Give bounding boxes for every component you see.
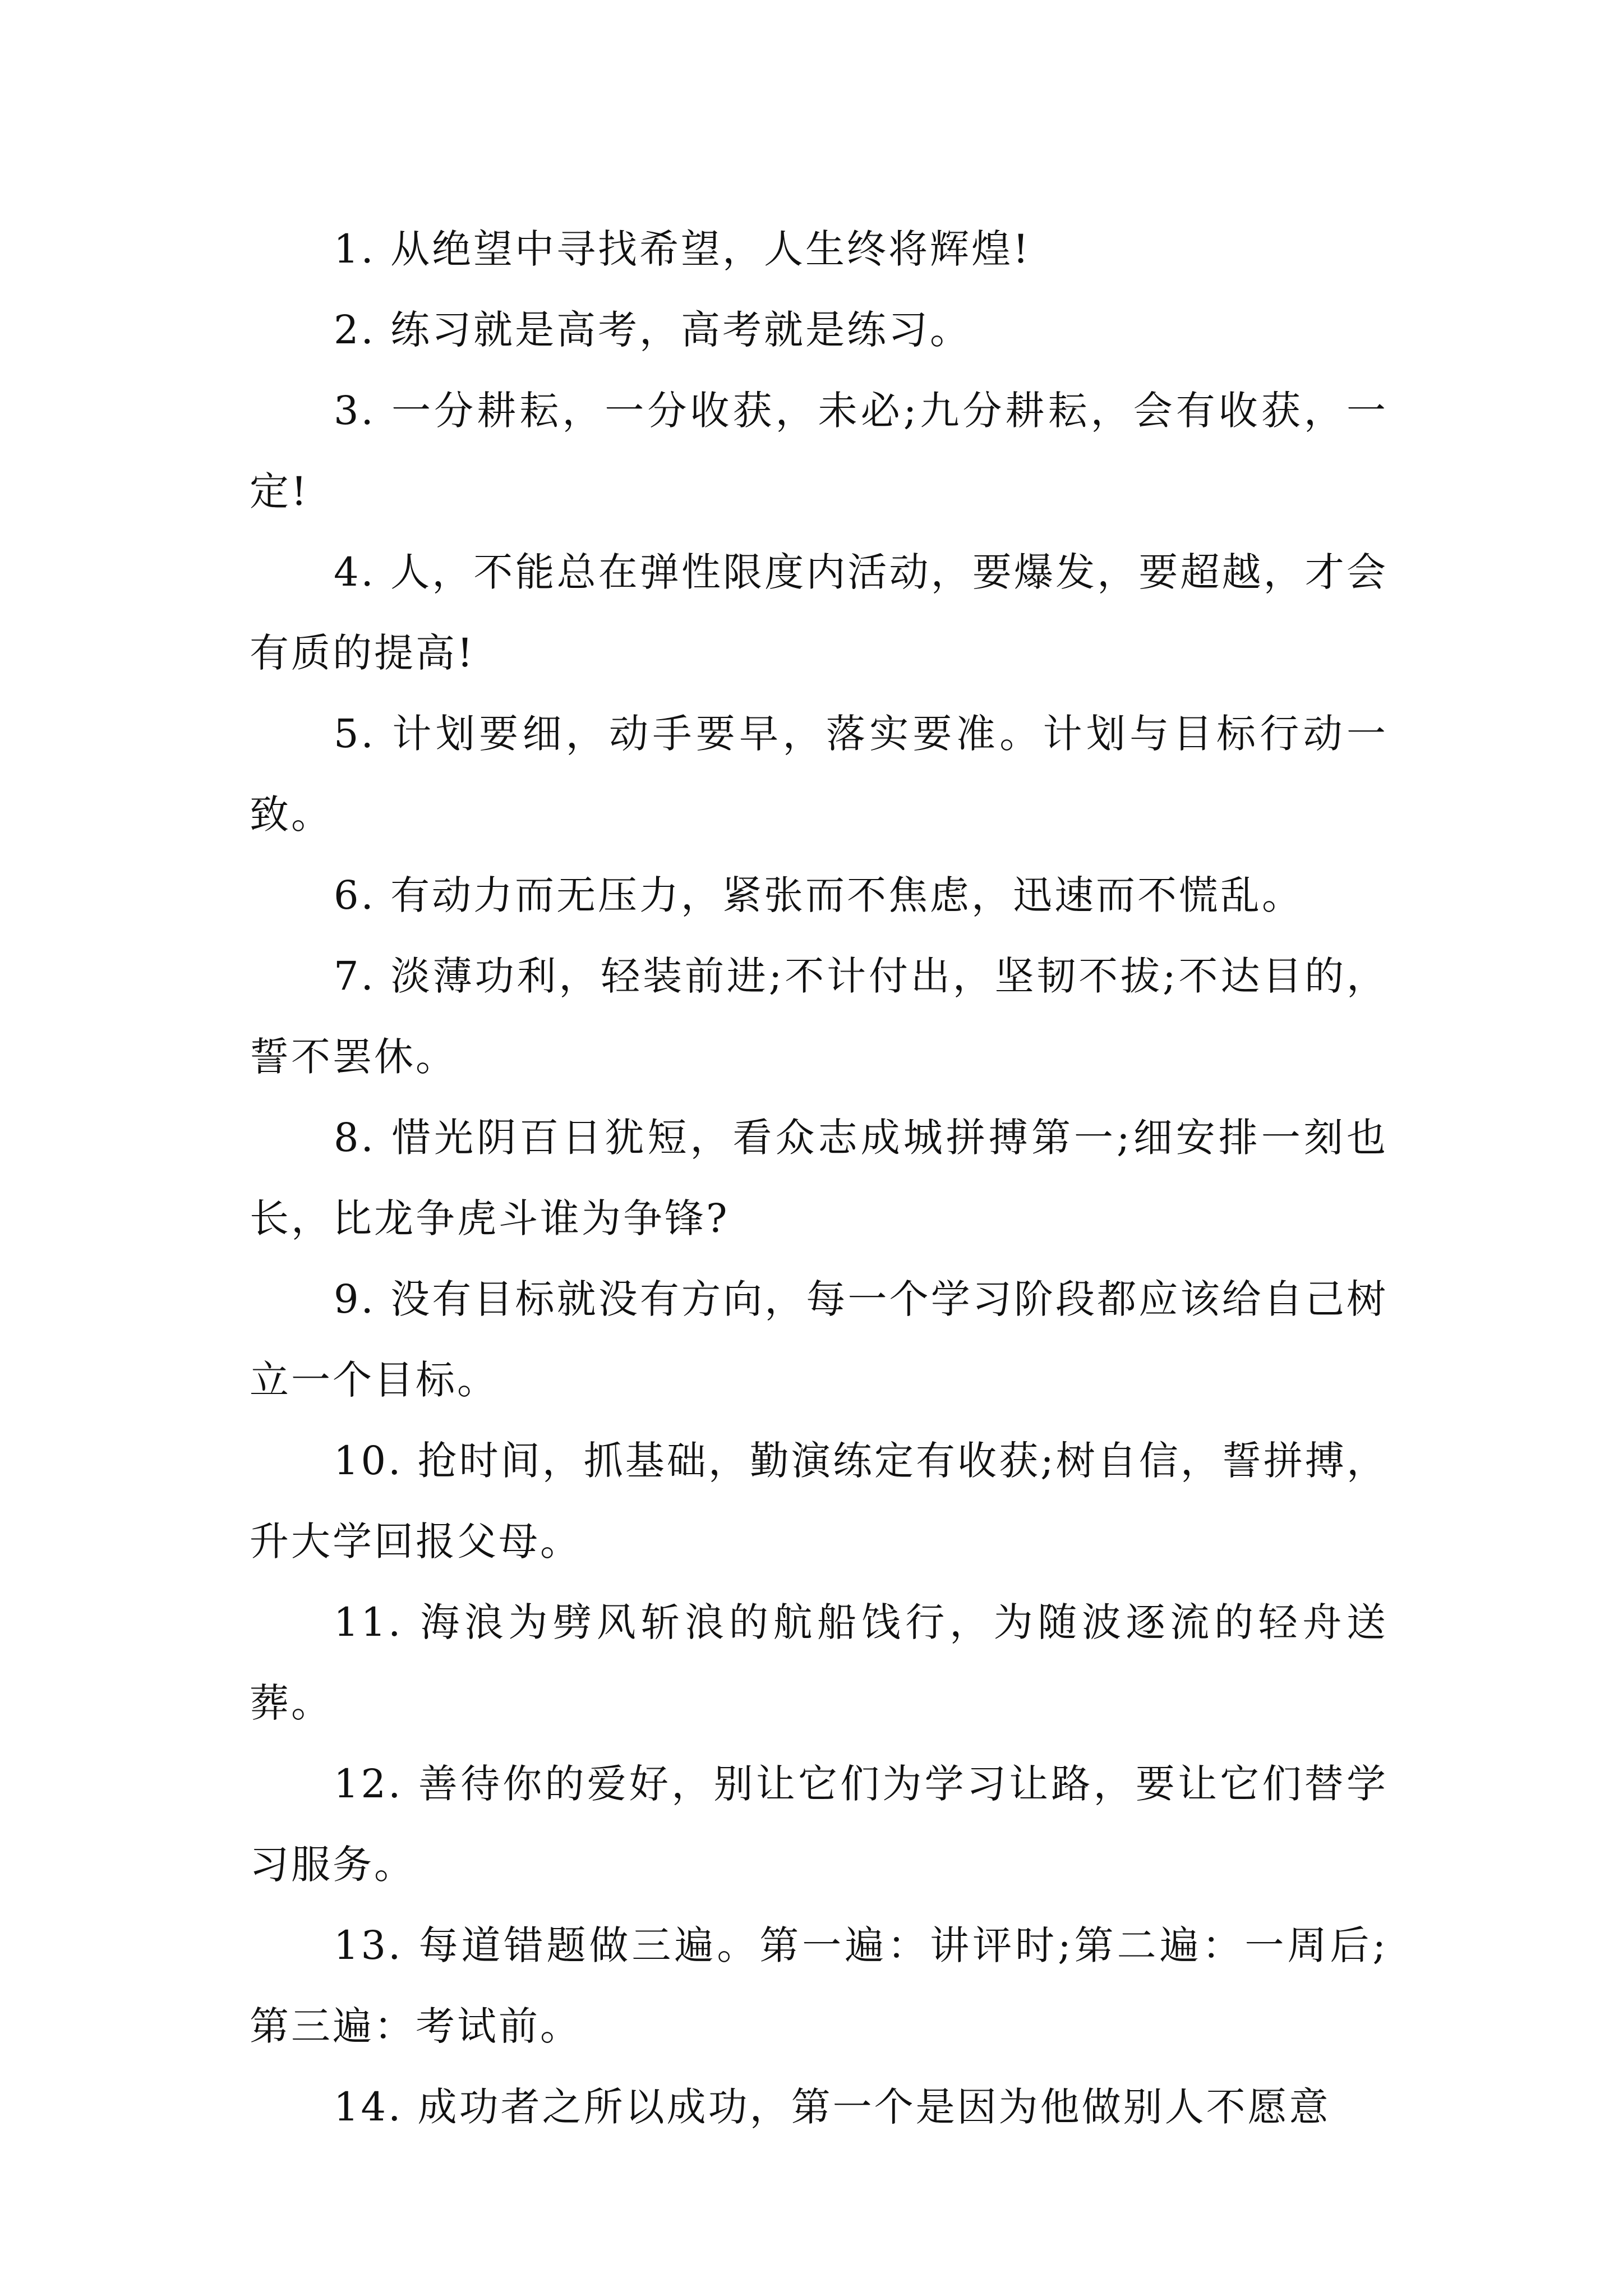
- list-item: [250, 693, 1388, 855]
- item-number: 2.: [334, 307, 376, 353]
- list-item: [250, 370, 1388, 532]
- item-text: 善待你的爱好，别让它们为学习让路，要让它们替学习服务。: [250, 1761, 1388, 1888]
- list-item: [250, 532, 1388, 693]
- list-item: [250, 855, 1388, 936]
- list-item: [250, 1259, 1388, 1420]
- list-item: [250, 289, 1388, 370]
- item-text: 抢时间，抓基础，勤演练定有收获;树自信，誓拼搏，升大学回报父母。: [250, 1438, 1388, 1565]
- item-number: 9.: [334, 1276, 376, 1322]
- item-text: 每道错题做三遍。第一遍：讲评时;第二遍：一周后;第三遍：考试前。: [250, 1922, 1388, 2049]
- item-text: 人，不能总在弹性限度内活动，要爆发，要超越，才会有质的提高!: [250, 549, 1388, 676]
- item-number: 7.: [334, 953, 376, 999]
- item-text: 成功者之所以成功，第一个是因为他做别人不愿意: [417, 2084, 1331, 2130]
- item-number: 8.: [334, 1115, 376, 1161]
- item-text: 淡薄功利，轻装前进;不计付出，坚韧不拔;不达目的，誓不罢休。: [250, 953, 1388, 1080]
- item-number: 12.: [334, 1761, 403, 1807]
- item-number: 10.: [334, 1438, 403, 1484]
- item-number: 1.: [334, 226, 376, 272]
- list-item: [250, 1097, 1388, 1259]
- list-item: [250, 1905, 1388, 2067]
- list-item: [250, 1420, 1388, 1582]
- item-text: 从绝望中寻找希望，人生终将辉煌!: [390, 226, 1031, 272]
- quote-list: [250, 209, 1388, 2147]
- item-number: 13.: [334, 1922, 403, 1968]
- list-item: [250, 936, 1388, 1097]
- list-item: [250, 1582, 1388, 1743]
- list-item: [250, 1743, 1388, 1905]
- item-text: 没有目标就没有方向，每一个学习阶段都应该给自己树立一个目标。: [250, 1276, 1388, 1403]
- item-number: 3.: [334, 388, 376, 434]
- item-number: 4.: [334, 549, 376, 595]
- item-number: 6.: [334, 872, 376, 918]
- list-item: [250, 2067, 1388, 2147]
- item-number: 5.: [334, 711, 376, 757]
- item-text: 练习就是高考，高考就是练习。: [390, 307, 972, 353]
- item-text: 计划要细，动手要早，落实要准。计划与目标行动一致。: [250, 711, 1388, 838]
- item-number: 11.: [334, 1599, 403, 1645]
- item-text: 一分耕耘，一分收获，未必;九分耕耘，会有收获，一定!: [250, 388, 1388, 514]
- item-text: 有动力而无压力，紧张而不焦虑，迅速而不慌乱。: [390, 872, 1304, 918]
- item-number: 14.: [334, 2084, 403, 2130]
- item-text: 惜光阴百日犹短，看众志成城拼搏第一;细安排一刻也长，比龙争虎斗谁为争锋?: [250, 1115, 1388, 1241]
- item-text: 海浪为劈风斩浪的航船饯行，为随波逐流的轻舟送葬。: [250, 1599, 1388, 1726]
- list-item: [250, 209, 1388, 289]
